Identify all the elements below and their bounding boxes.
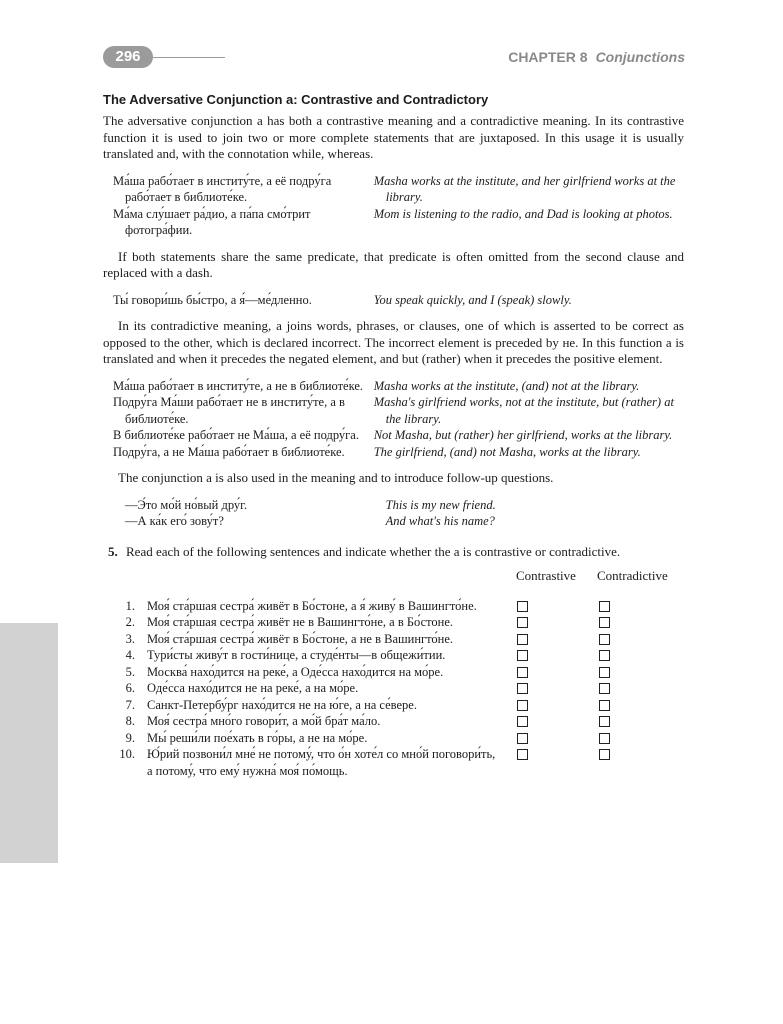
- exercise-5: [103, 544, 684, 780]
- examples-followup: [125, 497, 684, 530]
- examples-contradictive: [113, 378, 684, 461]
- example-english: You speak quickly, and I (speak) slowly.: [373, 292, 572, 307]
- item-number: 4.: [125, 648, 135, 662]
- contradictive-checkbox[interactable]: [599, 601, 610, 612]
- example-english: And what's his name?: [385, 514, 495, 528]
- exercise-item: [103, 680, 684, 697]
- exercise-item: [103, 647, 684, 664]
- running-head: [508, 49, 685, 65]
- item-sentence: Мы́ реши́ли пое́хать в го́ры, а не на мо́ре.: [147, 730, 368, 745]
- exercise-instruction: Read each of the following sentences and indicate whether the а is contrastive or contradictive.: [126, 543, 621, 559]
- paragraph-dash: If both statements share the same predicate, that predicate is often omitted from the second clause and replaced with a dash.: [103, 248, 684, 280]
- example-russian: Подру́га Ма́ши рабо́тает не в институ́те, а в библиоте́ке.: [113, 395, 345, 426]
- contradictive-checkbox[interactable]: [599, 634, 610, 645]
- contrastive-checkbox[interactable]: [517, 617, 528, 628]
- item-number: 3.: [125, 631, 135, 646]
- item-sentence: Моя́ сестра́ мно́го говори́т, а мо́й бра́т ма́ло.: [147, 714, 381, 728]
- example-russian: Ты́ говори́шь бы́стро, а я́—ме́дленно.: [113, 292, 312, 307]
- page-number: 296: [103, 46, 153, 68]
- example-english: Masha's girlfriend works, not at the institute, but (rather) at the library.: [373, 395, 674, 426]
- contradictive-checkbox[interactable]: [599, 667, 610, 678]
- contrastive-checkbox[interactable]: [517, 733, 528, 744]
- example-row: [125, 378, 684, 395]
- item-number: 5.: [125, 664, 135, 679]
- contrastive-checkbox[interactable]: [517, 667, 528, 678]
- item-sentence: Москва́ нахо́дится на реке́, а Оде́сса нахо́дится на мо́ре.: [147, 664, 444, 679]
- side-thumb-tab: [0, 623, 58, 863]
- page-content: [103, 91, 684, 779]
- example-row: [125, 444, 684, 461]
- column-contrastive: Contrastive: [516, 567, 576, 583]
- item-number: 1.: [125, 598, 135, 613]
- header-rule: [153, 57, 225, 58]
- exercise-item: [103, 713, 684, 730]
- item-sentence: Ю́рий позвони́л мне́ не потому́, что о́н хоте́л со мно́й поговори́ть, а потому́, что ему́ нужна́ моя́ по́мощь.: [147, 747, 496, 778]
- paragraph-followup: The conjunction а is also used in the meaning and to introduce follow-up questions.: [118, 470, 554, 485]
- item-sentence: Моя́ ста́ршая сестра́ живёт в Бо́стоне, а я́ живу́ в Вашингто́не.: [147, 598, 477, 613]
- paragraph-contrastive: The adversative conjunction а has both a contrastive meaning and a contradictive meaning. In its contrastive function it is used to join two or more complete statements that are juxtaposed. In this usage it is usually translated and, with the connotation while, whereas.: [103, 113, 684, 161]
- contradictive-checkbox[interactable]: [599, 733, 610, 744]
- paragraph-contradictive: In its contradictive meaning, а joins words, phrases, or clauses, one of which is asserted to be correct as opposed to the other, which is declared incorrect. The incorrect element is preceded by не. In this function а is translated and when it precedes the negated element, and but (rather) when it precedes the positive element.: [103, 318, 684, 366]
- contrastive-checkbox[interactable]: [517, 683, 528, 694]
- example-row: [125, 394, 684, 427]
- contradictive-checkbox[interactable]: [599, 749, 610, 760]
- item-sentence: Моя́ ста́ршая сестра́ живёт в Бо́стоне, а не в Вашингто́не.: [147, 631, 454, 646]
- example-russian: Ма́ша рабо́тает в институ́те, а её подру́га рабо́тает в библиоте́ке.: [113, 173, 332, 204]
- contrastive-checkbox[interactable]: [517, 749, 528, 760]
- example-row: [125, 173, 684, 206]
- contradictive-checkbox[interactable]: [599, 650, 610, 661]
- examples-contrastive: [113, 173, 684, 239]
- exercise-number: 5.: [108, 543, 118, 559]
- item-sentence: Тури́сты живу́т в гости́нице, а студе́нты—в общежи́тии.: [147, 648, 446, 662]
- example-russian: Ма́ма слу́шает ра́дио, а па́па смо́трит фотогра́фии.: [113, 206, 311, 237]
- item-number: 7.: [125, 697, 135, 712]
- chapter-label: CHAPTER 8: [508, 49, 588, 65]
- example-row: [125, 427, 684, 444]
- item-number: 2.: [125, 615, 135, 629]
- contradictive-checkbox[interactable]: [599, 617, 610, 628]
- item-number: 8.: [125, 714, 135, 728]
- exercise-item: [103, 664, 684, 681]
- contradictive-checkbox[interactable]: [599, 716, 610, 727]
- exercise-items: [103, 598, 684, 780]
- example-row: [125, 513, 684, 530]
- contrastive-checkbox[interactable]: [517, 716, 528, 727]
- example-row: [125, 497, 684, 514]
- contradictive-checkbox[interactable]: [599, 700, 610, 711]
- exercise-item: [103, 746, 684, 779]
- example-russian: —А ка́к его́ зову́т?: [125, 514, 224, 528]
- example-english: Masha works at the institute, (and) not at the library.: [373, 378, 640, 393]
- example-russian: —Э́то мо́й но́вый дру́г.: [125, 497, 247, 512]
- example-english: Masha works at the institute, and her girlfriend works at the library.: [373, 173, 676, 204]
- example-english: Not Masha, but (rather) her girlfriend, works at the library.: [373, 428, 673, 442]
- item-number: 9.: [125, 730, 135, 745]
- item-number: 6.: [125, 681, 135, 695]
- example-english: The girlfriend, (and) not Masha, works at the library.: [373, 444, 641, 459]
- column-contradictive: Contradictive: [597, 567, 668, 583]
- example-english: This is my new friend.: [385, 497, 496, 512]
- example-russian: В библиоте́ке рабо́тает не Ма́ша, а её подру́га.: [113, 428, 359, 442]
- exercise-heading: [103, 544, 684, 560]
- examples-dash: [113, 292, 684, 309]
- example-row: [125, 206, 684, 239]
- example-english: Mom is listening to the radio, and Dad is looking at photos.: [373, 206, 673, 221]
- contradictive-checkbox[interactable]: [599, 683, 610, 694]
- item-sentence: Санкт-Петербу́рг нахо́дится не на ю́ге, а на се́вере.: [147, 697, 417, 712]
- contrastive-checkbox[interactable]: [517, 634, 528, 645]
- column-headers: [103, 568, 684, 588]
- exercise-item: [103, 598, 684, 615]
- item-sentence: Оде́сса нахо́дится не на реке́, а на мо́ре.: [147, 681, 359, 695]
- item-number: 10.: [119, 747, 135, 761]
- exercise-item: [103, 631, 684, 648]
- contrastive-checkbox[interactable]: [517, 601, 528, 612]
- example-russian: Ма́ша рабо́тает в институ́те, а не в библиоте́ке.: [113, 378, 364, 393]
- contrastive-checkbox[interactable]: [517, 700, 528, 711]
- item-sentence: Моя́ ста́ршая сестра́ живёт не в Вашингто́не, а в Бо́стоне.: [147, 615, 454, 629]
- example-russian: Подру́га, а не Ма́ша рабо́тает в библиоте́ке.: [113, 444, 345, 459]
- chapter-title: Conjunctions: [595, 49, 685, 65]
- section-title: The Adversative Conjunction а: Contrastive and Contradictory: [103, 92, 489, 107]
- exercise-item: [103, 697, 684, 714]
- exercise-item: [103, 730, 684, 747]
- example-row: [125, 292, 684, 309]
- contrastive-checkbox[interactable]: [517, 650, 528, 661]
- exercise-item: [103, 614, 684, 631]
